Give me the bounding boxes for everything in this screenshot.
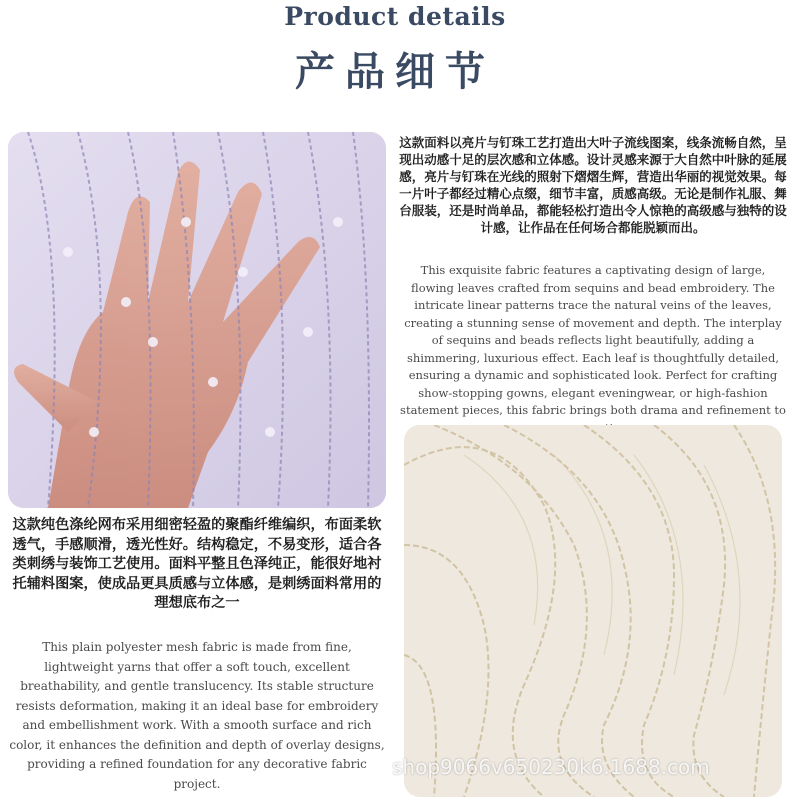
- right-description-en: This exquisite fabric features a captivating design of large, flowing leaves crafted from sequins and bead embroidery. The intricate linear patterns trace the natural veins of the leaves, creating a stunning sense of movement and depth. The interplay of sequins and beads reflects light beautifully, adding a shimmering, luxurious effect. Each leaf is thoughtfully detailed, ensuring a dynamic and sophisticated look. Perfect for crafting show-stopping gowns, elegant eveningwear, or high-fashion statement pieces, this fabric brings both drama and refinement to: [400, 263, 786, 417]
- left-description-en: This plain polyester mesh fabric is made from fine, lightweight yarns that offer a soft touch, excellent breathability, and gentle translucency. Its stable structure resists deformation, making it an ideal base for embroidery and embellishment work. With a smooth surface and rich color, it enhances the definition and depth of overlay designs, providing a refined foundation for any decorative fabric project.: [9, 640, 385, 791]
- left-description-cn: 这款纯色涤纶网布采用细密轻盈的聚酯纤维编织，布面柔软透气，手感顺滑，透光性好。结构稳定，不易变形，适合各类刺绣与装饰工艺使用。面料平整且色泽纯正，能很好地衬托辅料图案，使成品更具质感与立体感，是刺绣面料常用的理想底布之一: [12, 517, 382, 611]
- right-description-cn: 这款面料以亮片与钉珠工艺打造出大叶子流线图案，线条流畅自然，呈现出动感十足的层次感和立体感。设计灵感来源于大自然中叶脉的延展感，亮片与钉珠在光线的照射下熠熠生辉，营造出华丽的视觉效果。每一片叶子都经过精心点缀，细节丰富，质感高级。无论是制作礼服、舞台服装，还是时尚单品，都能轻松打造出令人惊艳的高级感与独特的设计感，让作品在任何场合都能脱颖而出。: [399, 135, 787, 235]
- lavender-fabric-photo: [8, 132, 386, 508]
- ivory-fabric-illustration: [404, 425, 782, 797]
- page-title-cn: 产品细节: [295, 48, 495, 95]
- ivory-fabric-photo: [404, 425, 782, 797]
- shop-watermark: shop9066v650230k6.1688.com: [392, 755, 710, 779]
- page-title-en: Product details: [284, 2, 506, 31]
- lavender-fabric-illustration: [8, 132, 386, 508]
